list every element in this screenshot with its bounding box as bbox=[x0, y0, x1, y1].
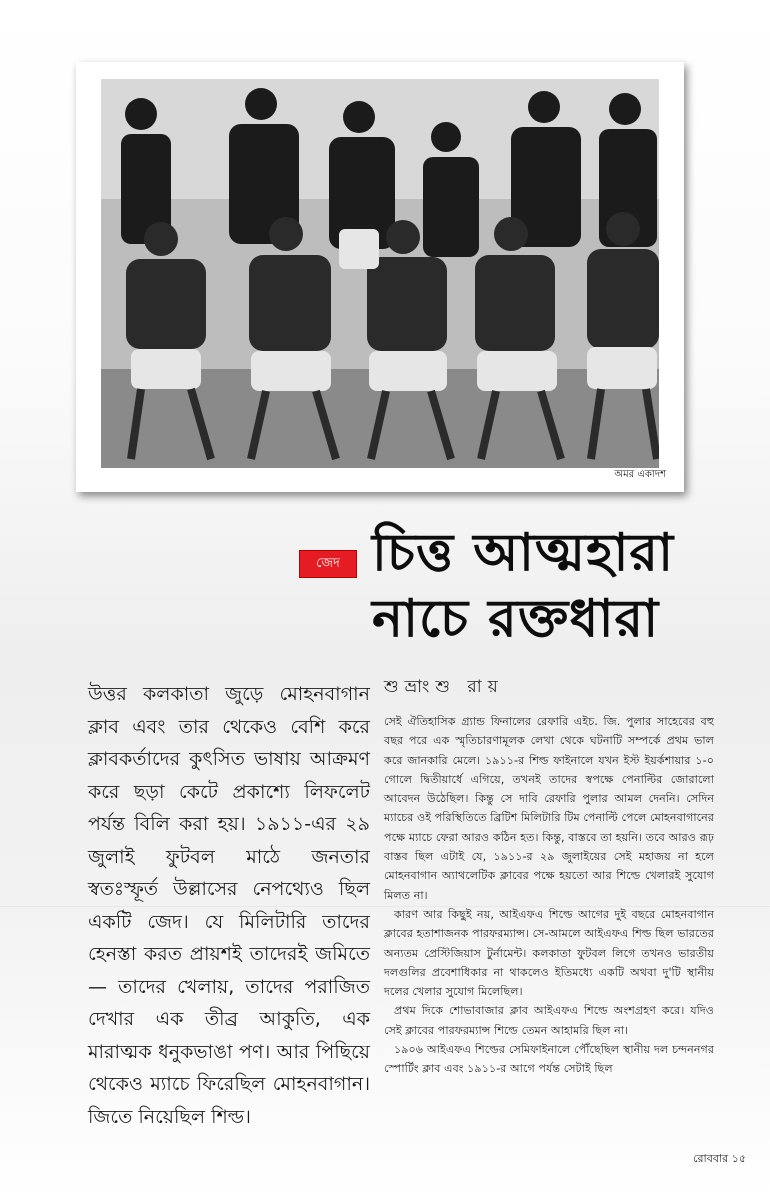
photo-caption: অমর একাদশ bbox=[614, 469, 666, 480]
body-paragraph-3: প্রথম দিকে শোভাবাজার ক্লাব আইএফএ শিল্ডে অংশগ্রহণ করে। যদিও সেই ক্লাবের পারফরম্যান্স শিল্ডে তেমন আহামরি ছিল না। bbox=[384, 1004, 714, 1037]
page-folio: রোববার ১৫ bbox=[693, 1152, 746, 1165]
lead-text: উত্তর কলকাতা জুড়ে মোহনবাগান ক্লাব এবং তার থেকেও বেশি করে ক্লাবকর্তাদের কুৎসিত ভাষায় আক্রমণ করে ছড়া কেটে প্রকাশ্যে লিফলেট পর্যন্ত বিলি করা হয়। ১৯১১-এর ২৯ জুলাই ফুটবল মাঠে জনতার স্বতঃস্ফূর্ত উল্লাসের নেপথ্যেও ছিল একটি জেদ। যে মিলিটারি তাদের হেনস্তা করত প্রায়শই তাদেরই জমিতে— তাদের খেলায়, তাদের পরাজিত দেখার এক তীব্র আকুতি, এক মারাত্মক ধনুকভাঙা পণ। আর পিছিয়ে থেকেও ম্যাচে ফিরেছিল মোহনবাগান। জিতে নিয়েছিল শিল্ড। bbox=[88, 683, 370, 1128]
page-fold-line bbox=[0, 906, 770, 907]
body-paragraph-4: ১৯০৬ আইএফএ শিল্ডের সেমিফাইনালে পৌঁছেছিল স্থানীয় দল চন্দননগর স্পোর্টিং ক্লাব এবং ১৯১১-র আগে পর্যন্ত সেটাই ছিল bbox=[384, 1043, 714, 1076]
author-byline: শুভ্রাংশু রায় bbox=[384, 677, 504, 697]
body-paragraph-2: কারণ আর কিছুই নয়, আইএফএ শিল্ডে আগের দুই বছরে মোহনবাগান ক্লাবের হতাশাজনক পারফরম্যান্স। সে-আমলে আইএফএ শিল্ড ছিল ভারতের অন্যতম প্রেস্টিজিয়াস টুর্নামেন্ট। কলকাতা ফুটবল লিগে তখনও ভারতীয় দলগুলির প্রবেশাধিকার না থাকলেও ইতিমধ্যে একটি অথবা দু'টি স্থানীয় দলের খেলার সুযোগ মিলেছিল। bbox=[384, 907, 714, 999]
team-photo-image bbox=[101, 79, 659, 468]
team-photo bbox=[101, 79, 659, 468]
headline-line-2: নাচে রক্তধারা bbox=[372, 589, 660, 649]
body-paragraph-1: সেই ঐতিহাসিক গ্র্যান্ড ফিনালের রেফারি এইচ. জি. পুলার সাহেবের বহু বছর পরে এক স্মৃতিচারণামূলক লেখা থেকে ঘটনাটি সম্পর্কে প্রথম ভাল করে জানকারি মেলে। ১৯১১-র শিল্ড ফাইনালে যখন ইস্ট ইয়র্কশায়ার ১-০ গোলে দ্বিতীয়ার্ধে এগিয়ে, তখনই তাদের স্বপক্ষে পেনাল্টির জোরালো আবেদন উঠেছিল। কিন্তু সে দাবি রেফারি পুলার আমল দেননি। সেদিন ম্যাচের ওই পরিস্থিতিতে ব্রিটিশ মিলিটারি টিম পেনাল্টি পেলে মোহনবাগানের পক্ষে ম্যাচে ফেরা আরও কঠিন হত। কিন্তু, বাস্তবে তা হয়নি। তবে আরও রূঢ় বাস্তব ছিল এটাই যে, ১৯১১-র ২৯ জুলাইয়ের সেই মহাজয় না হলে মোহনবাগান অ্যাথলেটিক ক্লাবের পক্ষে হয়তো আর শিল্ডে খেলারই সুযোগ মিলত না। bbox=[384, 715, 714, 902]
headline-line-1: চিত্ত আত্মহারা bbox=[372, 523, 675, 583]
section-tag: জেদ bbox=[299, 550, 357, 578]
article-body bbox=[384, 712, 714, 1079]
photo-frame bbox=[76, 62, 684, 492]
article-headline bbox=[372, 520, 752, 652]
